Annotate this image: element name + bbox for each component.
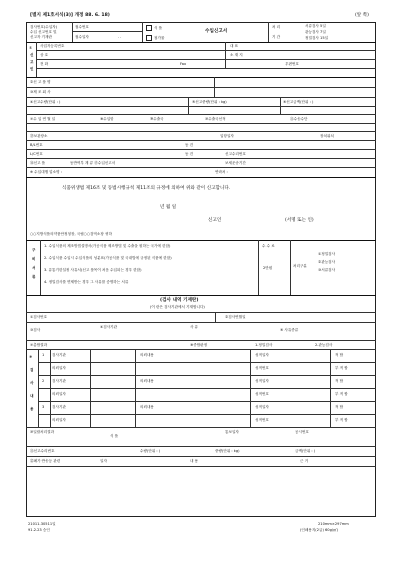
port-label: ⑧수입항	[100, 117, 114, 121]
inspection-title: (검사 내역 기재란)	[160, 298, 199, 303]
detail-row-no: 2	[42, 379, 45, 383]
fee-value: 2만원	[263, 266, 273, 270]
detail-row-result: 성적번호	[255, 366, 269, 370]
fax-label: Fax	[180, 62, 187, 66]
check-label: 처리구분	[293, 264, 307, 268]
detail-side-1: ⑨	[29, 355, 33, 359]
batch-food-label: 식 품	[110, 434, 119, 438]
detail-row-agency: 의뢰일자	[52, 392, 66, 396]
detail-row-line	[38, 388, 376, 389]
detail-row-agency: 검사기관	[52, 405, 66, 409]
same-label-2: 동 건	[185, 152, 194, 156]
name-label: 상 호	[40, 53, 49, 57]
detail-row-judge: 적 합	[335, 379, 344, 383]
product-name-label: ②신 고 품 명	[30, 80, 51, 84]
warehouse-label: ⑬보관장소	[30, 134, 48, 138]
accept-no-label-3: ⑪신고수리번호	[30, 449, 55, 453]
top-label-1: 검사번호(수입자)	[30, 25, 58, 29]
checkbox-icon	[146, 25, 152, 31]
declaration-text: 식품위생법 제16조 및 동법시행규칙 제11조의 규정에 의하여 위와 같이 신고합니다.	[62, 186, 231, 191]
attach-group-4: 류	[32, 275, 36, 279]
detail-row-agency: 검사기관	[52, 353, 66, 357]
phone-label: 전 화	[40, 62, 49, 66]
form-number: [별지 제1호서식(3)] 개정 88. 6. 18)	[30, 13, 110, 18]
detail-row-result: 성적일자	[255, 379, 269, 383]
qty-unit-label: 수량(단위 : )	[140, 449, 161, 453]
accept-date-label: 접수일자	[75, 35, 89, 39]
detail-row-judge: 적 합	[335, 405, 344, 409]
bl-label: B/L번호	[30, 143, 43, 147]
top-label-3: 신고자 기재란	[30, 35, 52, 39]
detail-col-line	[50, 349, 51, 427]
detail-col-line	[330, 349, 331, 427]
attach-item-1: 1. 수입식품의 제조방법설명서(가공식품 제조방법 및 수출을 원하는 국가에 한함)	[44, 244, 171, 248]
accept-date-value: . .	[118, 35, 122, 39]
accept-no-label: 접수번호	[75, 25, 89, 29]
fee-label: 수 수 료	[262, 244, 275, 248]
detail-side-4: 내	[30, 394, 34, 398]
import-date-label: ⑦수 입 연 월 일	[30, 117, 56, 121]
maker-label: ③제 조 회 사	[30, 90, 51, 94]
transport-label: ⑪수송수단	[290, 117, 308, 121]
checkbox-icon	[146, 35, 152, 41]
rep-label: 대 표	[230, 44, 239, 48]
addressee: ○○지방식품의약품안정청장, 국립○○검역소장 귀하	[30, 232, 112, 236]
attach-group-1: 구	[32, 248, 36, 252]
attach-group-3: 서	[32, 266, 36, 270]
detail-row-result: 성적번호	[255, 418, 269, 422]
weight-unit-label: 중량(단위 : kg)	[215, 449, 240, 453]
proc-label-1: 처 리	[272, 25, 281, 29]
check-item-2[interactable]: ②관능검사	[318, 260, 336, 264]
bonded-period-label: 보세운송기간	[225, 161, 246, 165]
insp-agency-label: ④검사기관	[100, 325, 118, 329]
amount-label: ⑥신고금액(단위 : )	[283, 100, 314, 104]
applicant-group-4: 인	[30, 67, 34, 71]
insp-reason-label: 사 유	[190, 325, 199, 329]
contact-label: 연락처 :	[215, 170, 228, 174]
attach-item-4: 4. 정밀검사를 면제받는 경우 그 사유를 증명하는 서류	[44, 280, 129, 284]
detail-row-line	[38, 375, 376, 376]
inspection-subtitle: (이 란은 검사기관에서 기재합니다)	[150, 305, 205, 309]
proc-item-3: 정밀검사 15일	[305, 36, 329, 40]
agent-label: ※ 수입대행 업소명 :	[30, 170, 62, 174]
accept-no-label-2: 신고수리번호	[225, 152, 246, 156]
weight-label: ⑤신고중량(단위 : kg)	[192, 100, 227, 104]
proc-item-2: 관능검사 7일	[305, 30, 326, 34]
food-checkbox[interactable]: 식 품	[146, 25, 162, 31]
export-country-label: ⑨수출국	[150, 117, 164, 121]
disposal-label: ⑫폐기·반송등 관련	[30, 459, 61, 463]
lc-label: L/C번호	[30, 152, 43, 156]
detail-row-line	[38, 401, 376, 402]
insp-type-label: ③검사	[30, 328, 41, 332]
shipping-label: ⑩수출국선적	[205, 117, 226, 121]
check-item-3[interactable]: ③서류검사	[318, 268, 336, 272]
footer-right-1: 210mm×297mm	[318, 522, 349, 526]
addr-label: 소 재 지	[230, 53, 243, 57]
disposal-date-label: 일자	[100, 459, 107, 463]
notice-no-label: 공시번호	[295, 430, 309, 434]
detail-row-line	[38, 362, 376, 363]
footer-right-2: (인쇄용지(2급) 60g/㎡)	[300, 528, 339, 532]
store-loc-label: 장치위치	[320, 134, 334, 138]
detail-row-content: 의뢰내용	[140, 379, 154, 383]
total-result-label: ⑦총합결과	[30, 343, 48, 347]
top-label-2: 수입 신고번호 및	[30, 30, 57, 34]
insp-date-label: ②검사연월일	[225, 315, 246, 319]
detail-col-line	[90, 349, 91, 427]
precise-label: 1.정밀검사	[255, 343, 273, 347]
detail-row-no: 1	[42, 353, 45, 357]
notify-date-label: 통보일자	[225, 430, 239, 434]
disposal-basis-label: 근 거	[300, 459, 309, 463]
declaration-date: 년 월 일	[160, 205, 177, 210]
detail-row-no: 3	[42, 405, 45, 409]
sensory-label: 2.관능검사	[315, 343, 333, 347]
footer-left-1: 21011-30511일	[28, 522, 56, 526]
detail-row-result: 성적일자	[255, 353, 269, 357]
same-label-1: 동 건	[185, 143, 194, 147]
proc-item-1: 서류검사 5일	[305, 24, 326, 28]
disposal-content-label: 내 용	[190, 459, 199, 463]
attach-group-2: 비	[32, 257, 36, 261]
batch-result-label: ⑩일괄처리결과	[30, 430, 55, 434]
arrive-label: 입항일자	[220, 134, 234, 138]
applicant-group-1: ①	[29, 46, 33, 50]
detail-col-line	[250, 349, 251, 427]
detail-side-3: 사	[30, 381, 34, 385]
form-title: 수입신고서	[205, 29, 228, 34]
detail-row-judge: 부 적 합	[335, 392, 348, 396]
check-item-1[interactable]: ①정밀검사	[318, 252, 336, 256]
detail-side-5: 용	[30, 407, 34, 411]
detail-row-content: 의뢰내용	[140, 405, 154, 409]
detail-row-result: 성적번호	[255, 392, 269, 396]
total-judgement-label: ⑧종합판정	[190, 343, 208, 347]
page-mark: (앞 쪽)	[355, 13, 369, 18]
inv-text: 동반여부 계 류 ⑮수입신고서	[70, 161, 116, 165]
zip-label: 우편번호	[285, 62, 299, 66]
biz-no-label: 사업자등록번호	[40, 44, 65, 48]
inv-label: ⑭신고 품	[30, 161, 46, 165]
detail-row-judge: 부 적 합	[335, 418, 348, 422]
insp-reason-kind: ⑥ 사유종류	[280, 328, 299, 332]
detail-row-agency: 의뢰일자	[52, 418, 66, 422]
detail-row-judge: 부 적 합	[335, 366, 348, 370]
detail-row-agency: 검사기관	[52, 379, 66, 383]
applicant-group-2: 신	[30, 53, 34, 57]
attach-item-2: 2. 수입식품 수입시 수입식품의 성분표(가공식품 및 국내법에 규정된 식품에 한함)	[44, 256, 172, 260]
sign-label: (서명 또는 인)	[285, 218, 314, 223]
proc-label-2: 기 간	[272, 35, 281, 39]
qty-label: ④신고수량(단위 : )	[30, 100, 61, 104]
detail-row-judge: 적 합	[335, 353, 344, 357]
detail-row-result: 성적일자	[255, 405, 269, 409]
detail-side-2: 검	[30, 368, 34, 372]
additive-checkbox[interactable]: 첨가물	[146, 35, 164, 41]
detail-row-line	[38, 414, 376, 415]
detail-row-agency: 의뢰일자	[52, 366, 66, 370]
signer-label: 신고인	[208, 218, 222, 223]
footer-left-2: 91.2.23 승인	[28, 528, 50, 532]
amount-unit-label: 금액(단위 : )	[295, 449, 316, 453]
detail-col-line	[135, 349, 136, 427]
detail-row-content: 의뢰내용	[140, 353, 154, 357]
attach-item-3: 3. 유통기한설정 사유서(신고 품목이 처음 수입되는 경우 한함)	[44, 268, 142, 272]
insp-no-label: ①검사번호	[30, 315, 48, 319]
applicant-group-3: 고	[30, 60, 34, 64]
